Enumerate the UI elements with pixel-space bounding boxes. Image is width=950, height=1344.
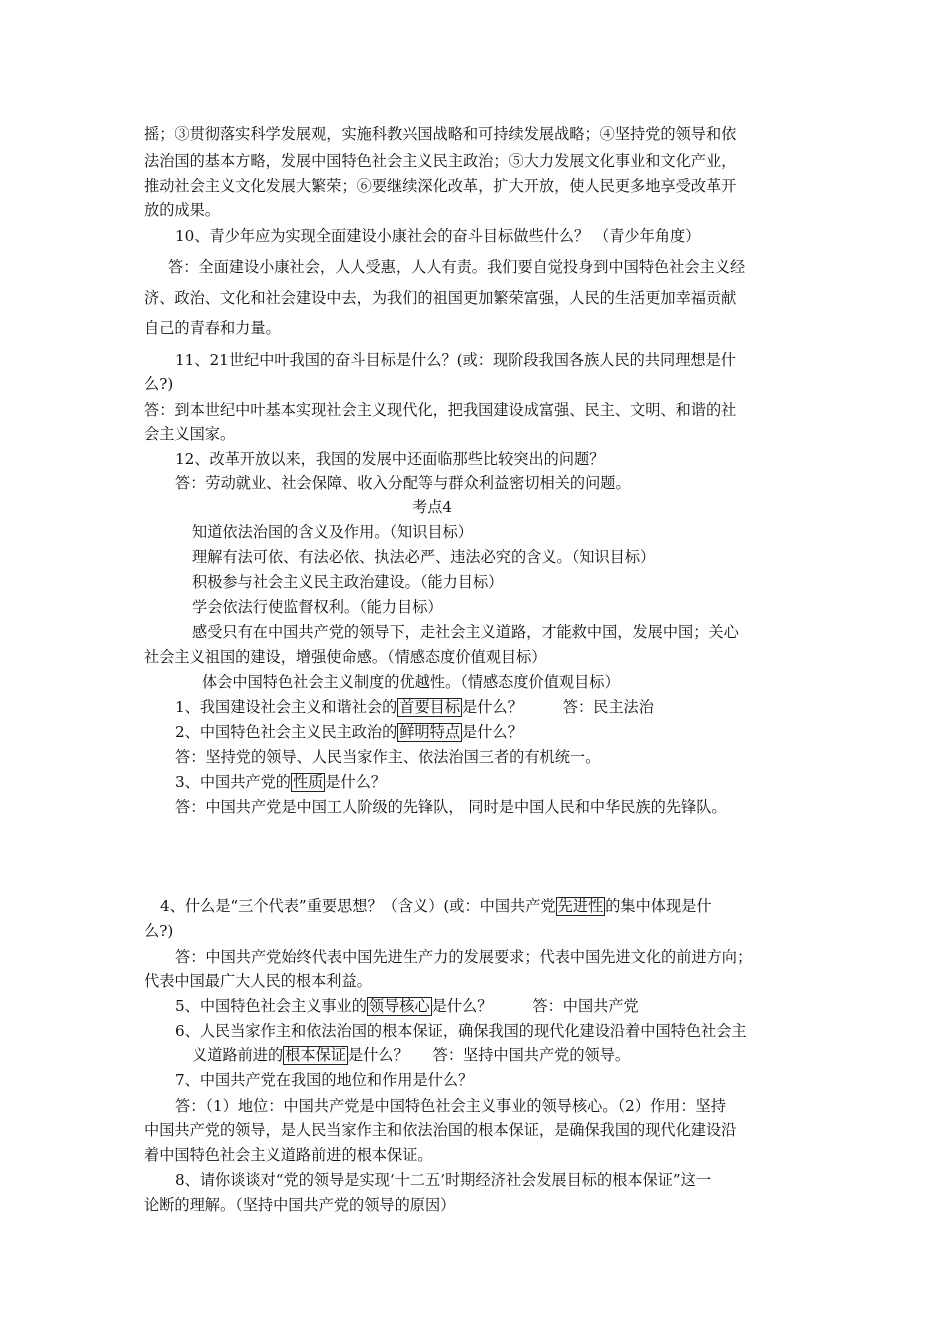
boxed-keyword: 领导核心 (368, 997, 430, 1015)
answer-2: 答：坚持党的领导、人民当家作主、依法治国三者的有机统一。 (175, 748, 601, 766)
objective-line: 理解有法可依、有法必依、执法必严、违法必究的含义。（知识目标） (192, 548, 656, 566)
text-segment: 2、中国特色社会主义民主政治的 (175, 723, 398, 741)
question-2 (175, 722, 523, 742)
boxed-keyword: 首要目标 (399, 698, 461, 716)
text-segment: 是什么？ (462, 723, 523, 741)
answer-10: 答：全面建设小康社会，人人受惠，人人有责。我们要自觉投身到中国特色社会主义经 (168, 258, 746, 276)
text-segment: 是什么？ (347, 1046, 409, 1064)
answer-4: 答：中国共产党始终代表中国先进生产力的发展要求；代表中国先进文化的前进方向； (175, 948, 753, 966)
question-5 (175, 996, 639, 1016)
inline-answer: 答：中国共产党 (532, 997, 639, 1015)
question-8: 8、请你谈谈对“党的领导是实现‘十二五’时期经济社会发展目标的根本保证”这一 (175, 1171, 712, 1189)
objective-line: 学会依法行使监督权利。（能力目标） (192, 598, 443, 616)
text-line: 着中国特色社会主义道路前进的根本保证。 (144, 1146, 433, 1164)
objective-line: 感受只有在中国共产党的领导下，走社会主义道路，才能救中国，发展中国；关心 (192, 623, 739, 641)
boxed-keyword: 先进性 (557, 897, 604, 915)
question-6: 6、人民当家作主和依法治国的根本保证，确保我国的现代化建设沿着中国特色社会主 (175, 1022, 747, 1040)
answer-7: 答：（1）地位：中国共产党是中国特色社会主义事业的领导核心。（2）作用：坚持 (175, 1097, 726, 1115)
objective-line: 社会主义祖国的建设，增强使命感。（情感态度价值观目标） (144, 648, 547, 666)
inline-answer: 答：坚持中国共产党的领导。 (432, 1046, 631, 1064)
question-3 (175, 772, 386, 792)
text-line: 代表中国最广大人民的根本利益。 (144, 972, 372, 990)
text-line: 放的成果。 (144, 201, 220, 219)
question-4 (160, 896, 712, 916)
objective-line: 体会中国特色社会主义制度的优越性。（情感态度价值观目标） (202, 673, 620, 691)
question-12: 12、改革开放以来，我国的发展中还面临那些比较突出的问题？ (175, 450, 605, 468)
text-segment: 3、中国共产党的 (175, 773, 291, 791)
text-line: 中国共产党的领导，是人民当家作主和依法治国的根本保证，是确保我国的现代化建设沿 (144, 1121, 737, 1139)
text-line (192, 1045, 630, 1065)
inline-answer: 答：民主法治 (562, 698, 654, 716)
text-line: 论断的理解。（坚持中国共产党的领导的原因） (144, 1196, 456, 1214)
answer-3: 答：中国共产党是中国工人阶级的先锋队， 同时是中国人民和中华民族的先锋队。 (175, 798, 727, 816)
section-heading: 考点4 (412, 498, 453, 516)
question-11: 11、21世纪中叶我国的奋斗目标是什么？(或：现阶段我国各族人民的共同理想是什 (175, 351, 736, 369)
text-segment: 义道路前进的 (192, 1046, 284, 1064)
text-line: 么?) (144, 375, 174, 393)
text-segment: 的集中体现是什 (605, 897, 712, 915)
text-line: 么?) (144, 922, 174, 940)
question-7: 7、中国共产党在我国的地位和作用是什么？ (175, 1071, 474, 1089)
objective-line: 知道依法治国的含义及作用。（知识目标） (192, 523, 473, 541)
text-segment: 是什么？ (325, 773, 387, 791)
text-line: 法治国的基本方略，发展中国特色社会主义民主政治；⑤大力发展文化事业和文化产业， (144, 152, 737, 170)
text-segment: 是什么？ (431, 997, 493, 1015)
text-line: 会主义国家。 (144, 425, 236, 443)
objective-line: 积极参与社会主义民主政治建设。（能力目标） (192, 573, 504, 591)
text-segment: 是什么？ (462, 698, 523, 716)
text-line: 济、政治、文化和社会建设中去，为我们的祖国更加繁荣富强，人民的生活更加幸福贡献 (144, 289, 737, 307)
boxed-keyword: 性质 (292, 773, 324, 791)
text-segment: 5、中国特色社会主义事业的 (175, 997, 367, 1015)
question-10: 10、青少年应为实现全面建设小康社会的奋斗目标做些什么？ （青少年角度） (175, 227, 701, 245)
text-line: 摇；③贯彻落实科学发展观，实施科教兴国战略和可持续发展战略；④坚持党的领导和依 (144, 125, 737, 143)
text-line: 自己的青春和力量。 (144, 319, 281, 337)
boxed-keyword: 鲜明特点 (399, 723, 461, 741)
question-1 (175, 697, 654, 717)
text-segment: 1、我国建设社会主义和谐社会的 (175, 698, 398, 716)
boxed-keyword: 根本保证 (285, 1046, 346, 1064)
text-line: 推动社会主义文化发展大繁荣；⑥要继续深化改革，扩大开放，使人民更多地享受改革开 (144, 177, 737, 195)
text-segment: 4、什么是“三个代表”重要思想？（含义）(或：中国共产党 (160, 897, 556, 915)
answer-11: 答：到本世纪中叶基本实现社会主义现代化，把我国建设成富强、民主、文明、和谐的社 (144, 401, 737, 419)
answer-12: 答：劳动就业、社会保障、收入分配等与群众利益密切相关的问题。 (175, 474, 631, 492)
